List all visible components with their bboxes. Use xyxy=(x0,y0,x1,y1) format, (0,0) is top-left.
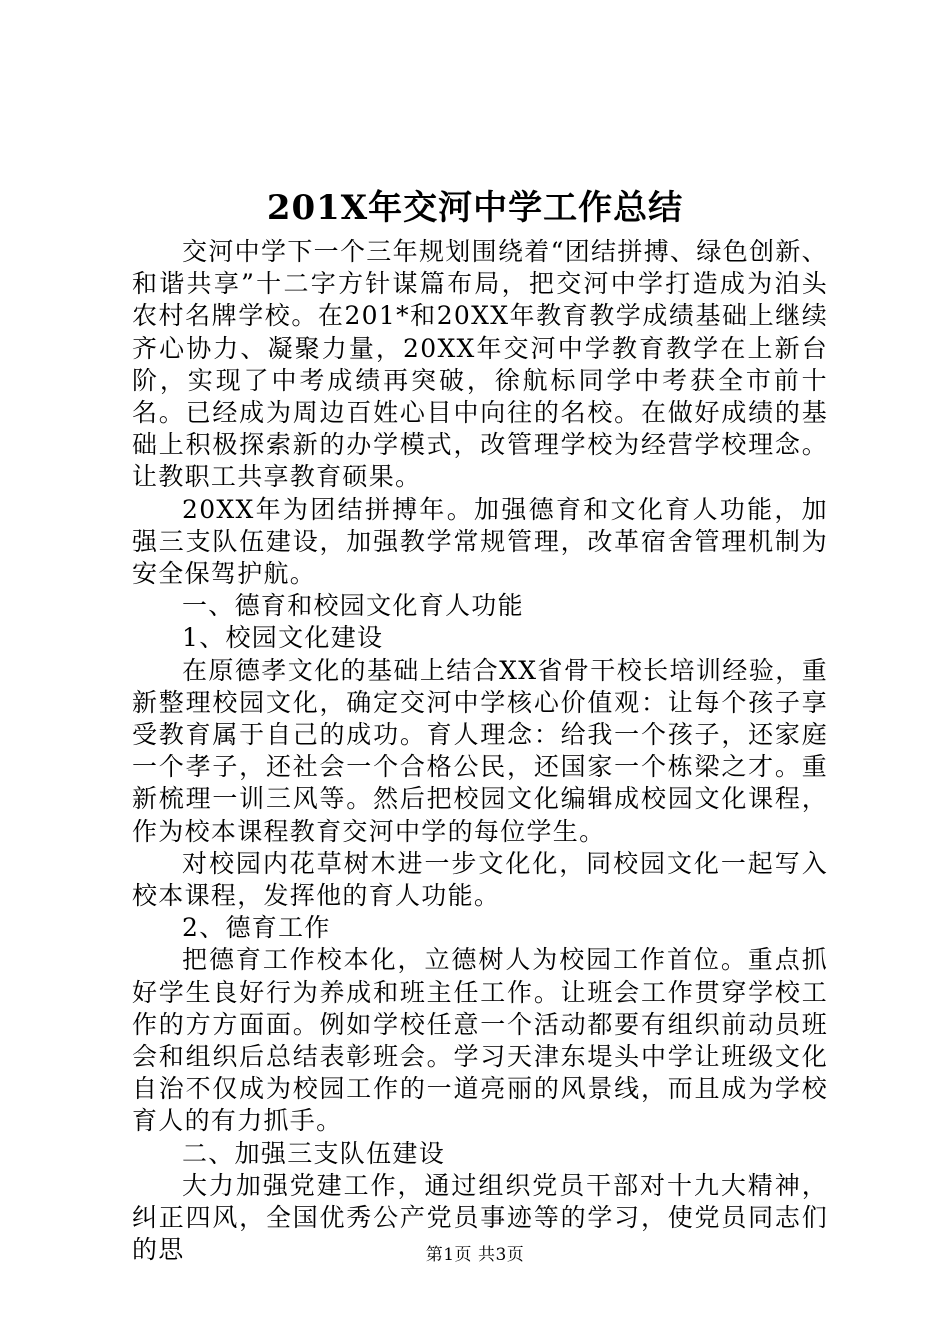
paragraph-plants-culture: 对校园内花草树木进一步文化化，同校园文化一起写入校本课程，发挥他的育人功能。 xyxy=(132,848,828,911)
paragraph-year-theme: 20XX年为团结拼搏年。加强德育和文化育人功能，加强三支队伍建设，加强教学常规管理，改革宿舍管理机制为安全保驾护航。 xyxy=(132,494,828,589)
section-heading-moral-education: 一、德育和校园文化育人功能 xyxy=(182,591,524,621)
paragraph-moral-work: 把德育工作校本化，立德树人为校园工作首位。重点抓好学生良好行为养成和班主任工作。让班会工作贯穿学校工作的方方面面。例如学校任意一个活动都要有组织前动员班会和组织后总结表彰班会。学习天津东堤头中学让班级文化自治不仅成为校园工作的一道亮丽的风景线，而且成为学校育人的有力抓手。 xyxy=(132,945,828,1136)
subsection-heading-moral-work: 2、德育工作 xyxy=(182,913,331,943)
page-number-footer: 第1页 共3页 xyxy=(425,1245,525,1265)
document-title: 201X年交河中学工作总结 xyxy=(266,188,684,228)
paragraph-party-building: 大力加强党建工作，通过组织党员干部对十九大精神，纠正四风，全国优秀公产党员事迹等的学习，使党员同志们的思 xyxy=(132,1170,828,1265)
paragraph-campus-culture: 在原德孝文化的基础上结合XX省骨干校长培训经验，重新整理校园文化，确定交河中学核心价值观：让每个孩子享受教育属于自己的成功。育人理念：给我一个孩子，还家庭一个孝子，还社会一个合格公民，还国家一个栋梁之才。重新梳理一训三风等。然后把校园文化编辑成校园文化课程，作为校本课程教育交河中学的每位学生。 xyxy=(132,655,828,846)
subsection-heading-campus-culture: 1、校园文化建设 xyxy=(182,623,384,653)
document-body xyxy=(132,236,828,1267)
section-heading-three-teams: 二、加强三支队伍建设 xyxy=(182,1138,446,1168)
paragraph-intro: 交河中学下一个三年规划围绕着“团结拼搏、绿色创新、和谐共享”十二字方针谋篇布局，把交河中学打造成为泊头农村名牌学校。在201*和20XX年教育教学成绩基础上继续齐心协力、凝聚力量，20XX年交河中学教育教学在上新台阶，实现了中考成绩再突破，徐航标同学中考获全市前十名。已经成为周边百姓心目中向往的名校。在做好成绩的基础上积极探索新的办学模式，改管理学校为经营学校理念。让教职工共享教育硕果。 xyxy=(132,237,828,492)
